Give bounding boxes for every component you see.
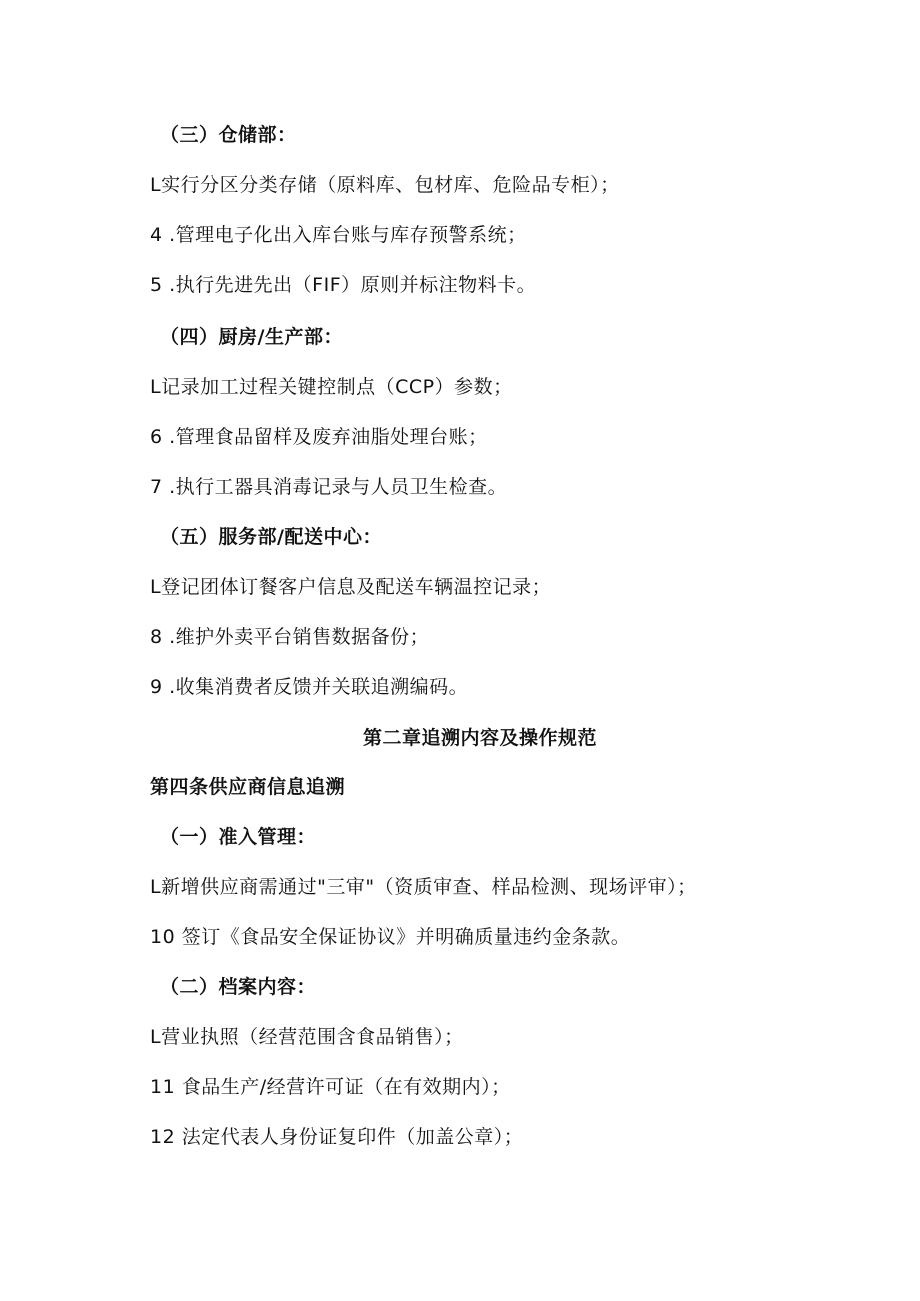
list-item: 10 签订《食品安全保证协议》并明确质量违约金条款。 <box>150 926 631 948</box>
list-item: 6 .管理食品留样及废弃油脂处理台账； <box>150 426 488 448</box>
heading-kitchen: （四）厨房/生产部： <box>160 326 343 348</box>
list-item: 7 .执行工器具消毒记录与人员卫生检查。 <box>150 476 508 498</box>
heading-admission: （一）准入管理： <box>160 826 317 848</box>
list-item: L登记团体订餐客户信息及配送车辆温控记录； <box>150 576 552 598</box>
heading-warehouse: （三）仓储部： <box>160 124 297 146</box>
list-item: L实行分区分类存储（原料库、包材库、危险品专柜）； <box>150 174 620 196</box>
list-item: 12 法定代表人身份证复印件（加盖公章）； <box>150 1126 524 1148</box>
list-item: 8 .维护外卖平台销售数据备份； <box>150 626 430 648</box>
list-item: L营业执照（经营范围含食品销售）； <box>150 1026 464 1048</box>
list-item: L记录加工过程关键控制点（CCP）参数； <box>150 376 513 398</box>
list-item: 4 .管理电子化出入库台账与库存预警系统； <box>150 224 527 246</box>
list-item: L新增供应商需通过"三审"（资质审查、样品检测、现场评审）； <box>150 876 697 898</box>
chapter-title: 第二章追溯内容及操作规范 <box>362 727 597 749</box>
list-item: 5 .执行先进先出（FIF）原则并标注物料卡。 <box>150 274 537 296</box>
heading-archive: （二）档案内容： <box>160 976 317 998</box>
list-item: 9 .收集消费者反馈并关联追溯编码。 <box>150 676 469 698</box>
list-item: 11 食品生产/经营许可证（在有效期内）； <box>150 1076 511 1098</box>
heading-service: （五）服务部/配送中心： <box>160 526 382 548</box>
section-title: 第四条供应商信息追溯 <box>150 776 346 798</box>
